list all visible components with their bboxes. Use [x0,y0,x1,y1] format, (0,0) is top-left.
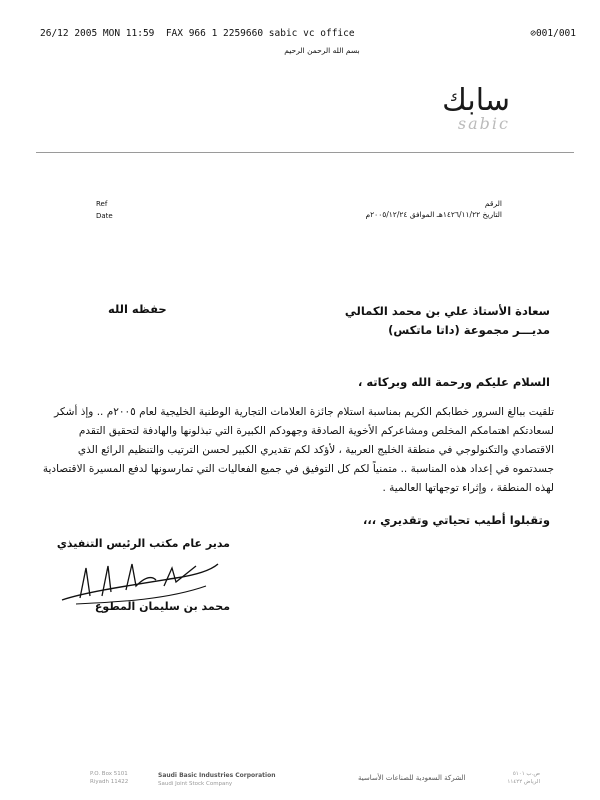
footer-address-arabic [470,770,540,786]
date-label: Date [96,212,113,220]
letterhead-divider [36,152,574,153]
ref-label: Ref [96,200,108,208]
sabic-logo [400,83,520,134]
closing-line: وتقبلوا أطيب تحياتي وتقديري ،،، [362,513,550,527]
footer-address-line: الرياض ١١٤٢٢ [507,779,540,785]
reference-english [96,198,113,222]
footer-address-english [90,770,128,786]
signatory-name: محمد بن سليمان المطوع [94,600,230,613]
addressee-title: مديـــر مجموعة (داتا ماتكس) [388,323,550,337]
reference-arabic [320,198,502,220]
fax-page-number: 001/001 [535,28,576,39]
arabic-ref-label: الرقم [484,199,502,208]
signatory-title: مدير عام مكتب الرئيس التنفيذي [56,537,230,550]
fax-transmission-header [0,28,600,42]
arabic-date-line: التاريخ ١٤٢٦/١١/٢٢هـ الموافق ٢٠٠٥/١٢/٢٤م [365,210,502,219]
honorific: حفظه الله [108,302,167,316]
fax-header-info: 26/12 2005 MON 11:59 FAX 966 1 2259660 sabic vc office [40,28,355,39]
footer-address-line: Riyadh 11422 [90,779,129,785]
greeting: السلام عليكم ورحمة الله وبركاته ، [357,375,550,389]
addressee-block [300,302,550,340]
basmala: بسم الله الرحمن الرحيم [284,46,360,55]
footer-company-english-sub: Saudi Joint Stock Company [158,781,233,787]
footer-company-english: Saudi Basic Industries Corporation [158,772,276,779]
fax-page-icon: ⊘ [530,28,536,39]
letterhead-footer [0,770,600,792]
footer-company-arabic: الشركة السعودية للصناعات الأساسية [358,774,466,782]
footer-address-line: ص.ب ٥١٠١ [512,771,540,777]
logo-arabic: سابك [442,83,510,118]
fax-page-count [530,28,576,39]
letter-body: تلقيت ببالغ السرور خطابكم الكريم بمناسبة استلام جائزة العلامات التجارية الوطنية الخليجية لعام ٢٠٠٥م .. وإذ أشكر لسعادتكم اهتمامكم المخلص ومشاعركم الأخوية الصادقة وجهودكم الكبيرة التي تبذلونها والهادفة لتحقيق التقدم الاقتصادي والتكنولوجي في منطقة الخليج العربية ، لأؤكد لكم تقديري الكبير لحسن الترتيب والتنظيم الرائع الذي جسدتموه في إعداد هذه المناسبة .. متمنياً لكم كل التوفيق في جميع الفعاليات التي تمارسونها لدفع المسيرة الاقتصادية لهذه المنطقة ، وإثراء توجهاتها العالمية . [42,406,554,494]
footer-address-line: P.O. Box 5101 [90,771,128,777]
logo-latin: sabic [457,114,510,133]
addressee-name: سعادة الأستاذ علي بن محمد الكمالي [344,304,550,318]
